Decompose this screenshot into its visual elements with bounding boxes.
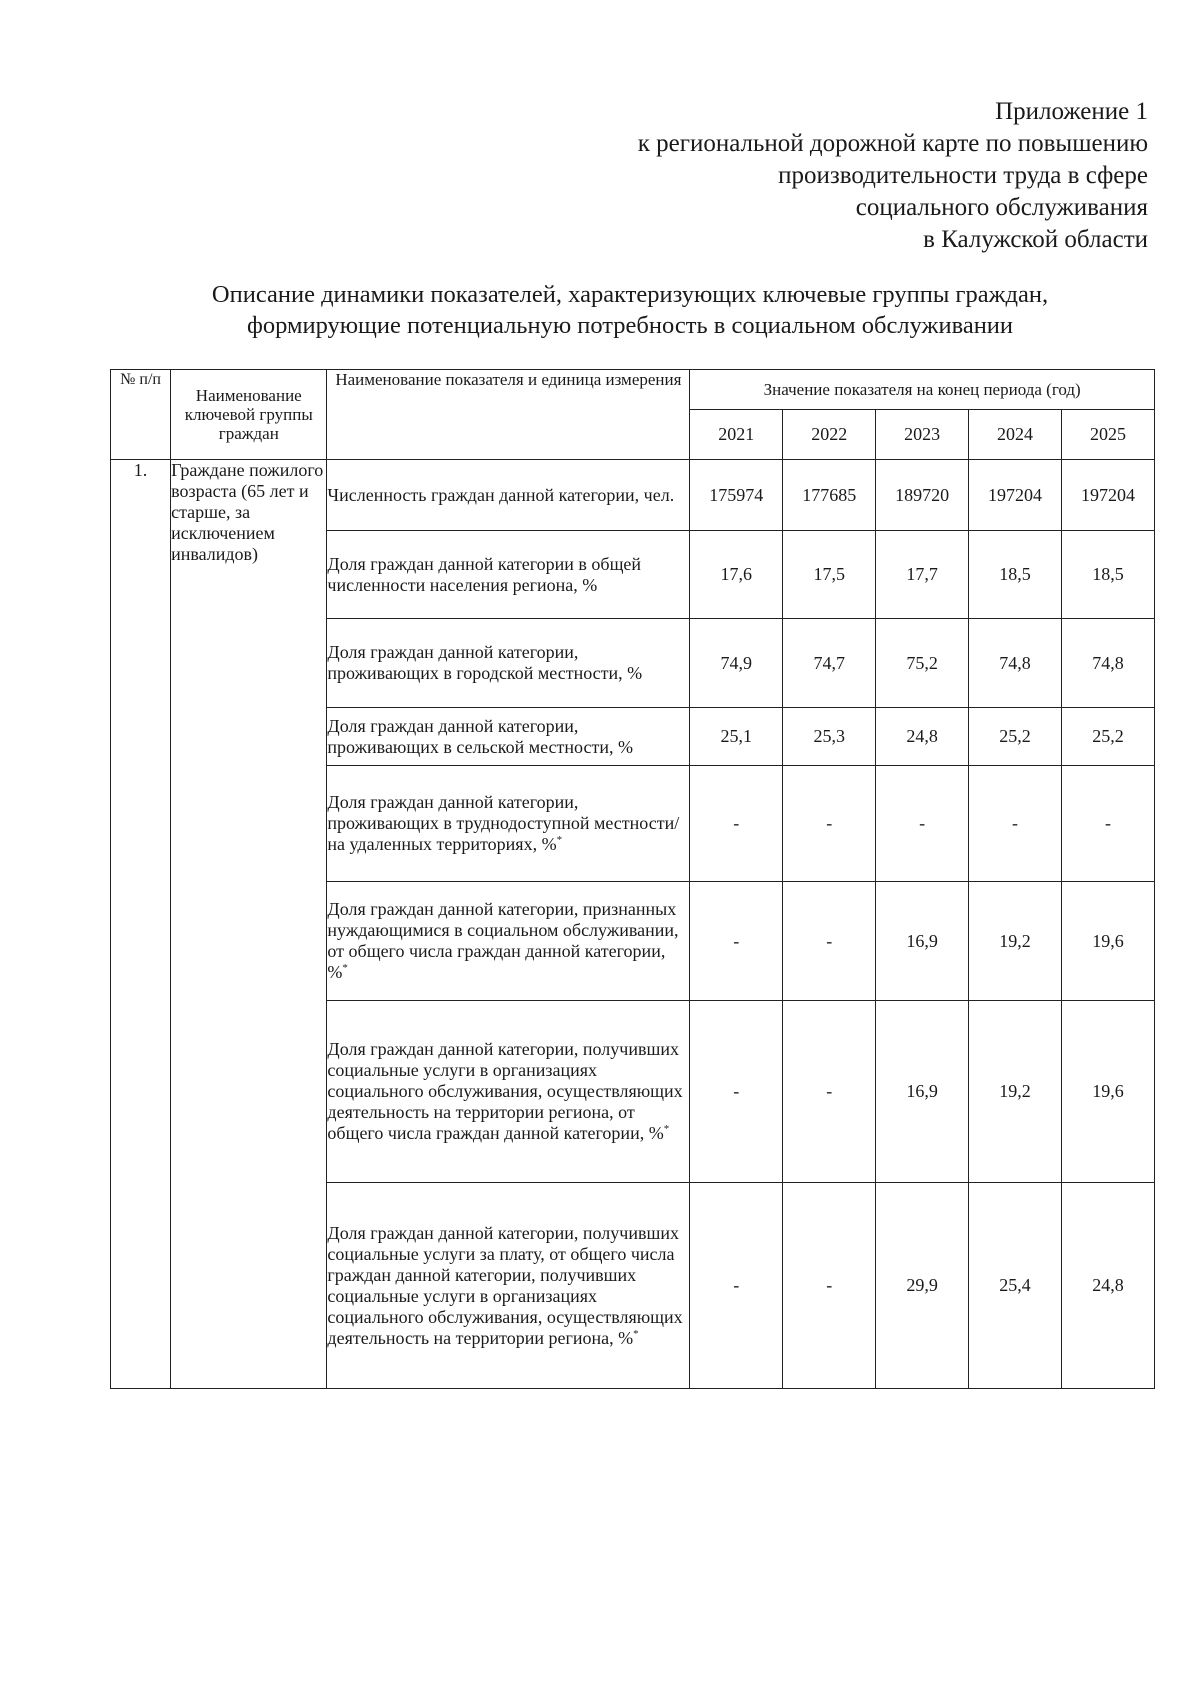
indicator-name	[327, 766, 690, 882]
header-year: 2021	[690, 410, 783, 460]
indicators-table	[110, 369, 1155, 1389]
value-cell: -	[690, 882, 783, 1001]
header-year: 2025	[1061, 410, 1154, 460]
value-cell: 24,8	[1061, 1183, 1154, 1389]
header-year: 2022	[783, 410, 876, 460]
value-cell: 16,9	[876, 882, 969, 1001]
value-cell: -	[783, 766, 876, 882]
appendix-line: к региональной дорожной карте по повышению	[637, 130, 1148, 157]
footnote-mark: *	[556, 834, 563, 846]
value-cell: -	[783, 1183, 876, 1389]
value-cell: -	[690, 1001, 783, 1183]
indicator-text: Доля граждан данной категории, получивших социальные услуги за плату, от общего числа граждан данной категории, получивших социальные услуги в организациях социального обслуживания, осуществляющих деятельность на территории региона, %	[327, 1222, 683, 1348]
value-cell: -	[969, 766, 1062, 882]
value-cell: 25,2	[969, 708, 1062, 766]
value-cell: -	[690, 1183, 783, 1389]
indicator-text: Доля граждан данной категории, проживающих в труднодоступной местности/на удаленных территориях, %	[327, 792, 680, 854]
value-cell: -	[783, 1001, 876, 1183]
indicator-text: Доля граждан данной категории, проживающих в сельской местности, %	[327, 715, 633, 757]
indicator-name	[327, 619, 690, 708]
value-cell: 16,9	[876, 1001, 969, 1183]
value-cell: 29,9	[876, 1183, 969, 1389]
footnote-mark: *	[633, 1327, 639, 1340]
row-number: 1.	[111, 460, 171, 1389]
table-row	[111, 460, 1155, 531]
header-group: Наименование ключевой группы граждан	[171, 370, 327, 460]
header-year: 2023	[876, 410, 969, 460]
footnote-mark: *	[342, 962, 348, 974]
value-cell: 75,2	[876, 619, 969, 708]
value-cell: -	[783, 882, 876, 1001]
indicator-name	[327, 531, 690, 619]
indicator-name	[327, 460, 690, 531]
value-cell: 25,3	[783, 708, 876, 766]
value-cell: 18,5	[969, 531, 1062, 619]
value-cell: 197204	[1061, 460, 1154, 531]
value-cell: 17,6	[690, 531, 783, 619]
indicator-name	[327, 1183, 690, 1389]
value-cell: 24,8	[876, 708, 969, 766]
value-cell: 74,7	[783, 619, 876, 708]
indicator-text: Численность граждан данной категории, чел.	[327, 484, 675, 505]
document-title	[100, 279, 1160, 341]
value-cell: 197204	[969, 460, 1062, 531]
value-cell: -	[1061, 766, 1154, 882]
value-cell: 189720	[876, 460, 969, 531]
header-row	[111, 370, 1155, 410]
value-cell: 74,9	[690, 619, 783, 708]
indicator-name	[327, 708, 690, 766]
value-cell: 25,2	[1061, 708, 1154, 766]
table-body	[111, 370, 1155, 1389]
footnote-mark: *	[663, 1123, 670, 1135]
document-title-line: Описание динамики показателей, характеризующих ключевые группы граждан,	[211, 281, 1049, 308]
indicator-text: Доля граждан данной категории в общей численности населения региона, %	[327, 553, 642, 595]
header-num: № п/п	[111, 370, 171, 460]
document-title-line: формирующие потенциальную потребность в социальном обслуживании	[246, 312, 1014, 339]
appendix-heading	[388, 96, 1148, 256]
appendix-line: в Калужской области	[923, 226, 1148, 253]
indicator-text: Доля граждан данной категории, признанных нуждающимися в социальном обслуживании, от общего числа граждан данной категории, %	[327, 899, 679, 982]
indicator-text: Доля граждан данной категории, проживающих в городской местности, %	[327, 642, 643, 683]
value-cell: 19,2	[969, 882, 1062, 1001]
value-cell: -	[876, 766, 969, 882]
value-cell: 175974	[690, 460, 783, 531]
value-cell: 19,6	[1061, 882, 1154, 1001]
group-name: Граждане пожилого возраста (65 лет и старше, за исключением инвалидов)	[171, 460, 327, 1389]
value-cell: 17,5	[783, 531, 876, 619]
appendix-line: Приложение 1	[995, 98, 1148, 125]
header-indicator: Наименование показателя и единица измерения	[327, 370, 690, 460]
appendix-line: социального обслуживания	[855, 194, 1148, 221]
value-cell: 177685	[783, 460, 876, 531]
value-cell: 25,1	[690, 708, 783, 766]
appendix-line: производительности труда в сфере	[778, 162, 1148, 189]
indicator-name	[327, 882, 690, 1001]
value-cell: 25,4	[969, 1183, 1062, 1389]
value-cell: 19,6	[1061, 1001, 1154, 1183]
value-cell: 17,7	[876, 531, 969, 619]
value-cell: 74,8	[969, 619, 1062, 708]
value-cell: 74,8	[1061, 619, 1154, 708]
value-cell: 18,5	[1061, 531, 1154, 619]
value-cell: 19,2	[969, 1001, 1062, 1183]
indicator-name	[327, 1001, 690, 1183]
value-cell: -	[690, 766, 783, 882]
header-year: 2024	[969, 410, 1062, 460]
header-values-period: Значение показателя на конец периода (год)	[690, 370, 1155, 410]
indicator-text: Доля граждан данной категории, получивших социальные услуги в организациях социального обслуживания, осуществляющих деятельность на территории региона, от общего числа граждан данной категории, %	[327, 1039, 683, 1143]
